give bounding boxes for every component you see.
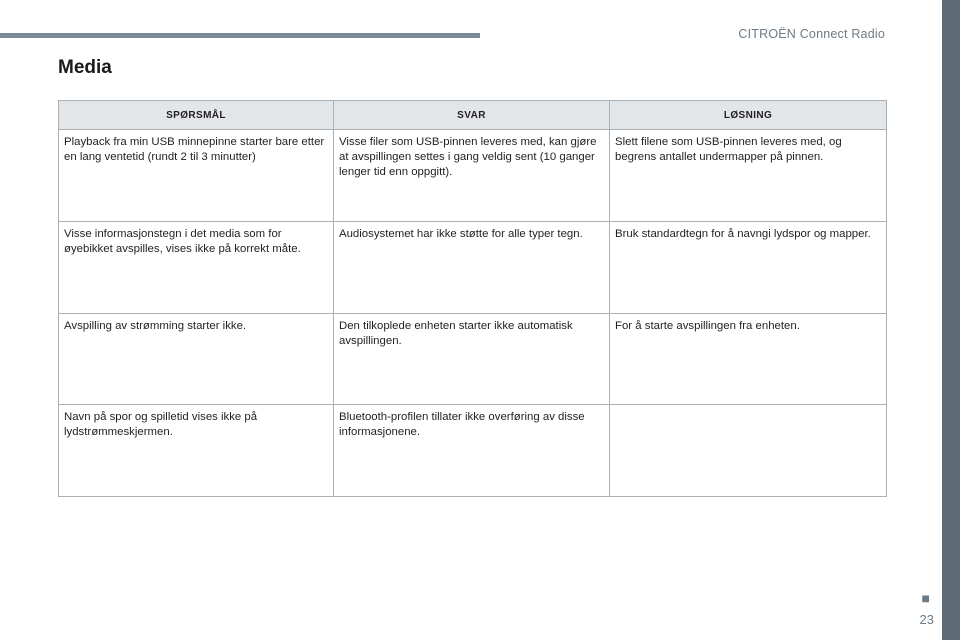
solution-cell [610,405,887,497]
answer-cell: Audiosystemet har ikke støtte for alle typer tegn. [334,222,610,314]
table-row [59,314,887,405]
table-row [59,405,887,497]
solution-cell: Bruk standardtegn for å navngi lydspor og mapper. [610,222,887,314]
header-answer: SVAR [334,101,610,130]
question-cell: Avspilling av strømming starter ikke. [59,314,334,405]
table-header-row [59,101,887,130]
side-strip [942,0,960,640]
header-solution: LØSNING [610,101,887,130]
question-cell: Visse informasjonstegn i det media som for øyebikket avspilles, vises ikke på korrekt måte. [59,222,334,314]
header-brand: CITROËN Connect Radio [738,27,885,41]
answer-cell: Den tilkoplede enheten starter ikke automatisk avspillingen. [334,314,610,405]
table-row [59,130,887,222]
question-cell: Playback fra min USB minnepinne starter bare etter en lang ventetid (rundt 2 til 3 minutter) [59,130,334,222]
faq-table [58,100,887,497]
solution-cell: Slett filene som USB-pinnen leveres med, og begrens antallet undermapper på pinnen. [610,130,887,222]
solution-cell: For å starte avspillingen fra enheten. [610,314,887,405]
page-title: Media [58,57,112,78]
header-question: SPØRSMÅL [59,101,334,130]
answer-cell: Visse filer som USB-pinnen leveres med, kan gjøre at avspillingen settes i gang veldig sent (10 ganger lenger tid enn oppgitt). [334,130,610,222]
answer-cell: Bluetooth-profilen tillater ikke overføring av disse informasjonene. [334,405,610,497]
page-number: 23 [919,612,934,627]
page-marker-icon: ■ [921,590,930,606]
table-row [59,222,887,314]
header-accent-bar [0,33,480,38]
question-cell: Navn på spor og spilletid vises ikke på lydstrømmeskjermen. [59,405,334,497]
